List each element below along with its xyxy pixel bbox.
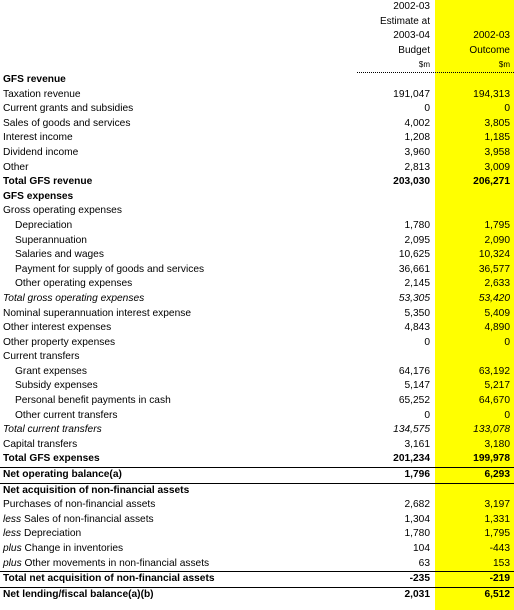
row-label: Superannuation — [15, 234, 87, 246]
table-row — [0, 307, 514, 322]
estimate-value: 1,208 — [404, 132, 430, 144]
row-label: Dividend income — [3, 146, 79, 158]
row-label — [3, 542, 123, 557]
estimate-value: 104 — [413, 543, 430, 554]
estimate-value: 36,661 — [398, 263, 430, 275]
table-row — [0, 438, 514, 453]
row-label: Total GFS expenses — [3, 453, 100, 465]
table-row — [0, 587, 514, 603]
estimate-value: 2,095 — [404, 234, 430, 246]
outcome-value: 6,293 — [484, 469, 510, 481]
row-prefix: less — [3, 528, 22, 540]
row-label: Sales of goods and services — [3, 117, 131, 129]
table-row — [0, 146, 514, 161]
table-body — [0, 73, 514, 602]
estimate-value: 5,147 — [404, 380, 430, 392]
outcome-value: 64,670 — [478, 395, 510, 407]
row-label: Taxation revenue — [3, 88, 81, 100]
estimate-value: 2,031 — [404, 588, 430, 600]
table-row — [0, 542, 514, 557]
table-row — [0, 513, 514, 528]
outcome-value: 1,185 — [484, 132, 510, 144]
header-line: Estimate at — [379, 15, 430, 27]
row-label: Depreciation — [15, 219, 73, 231]
estimate-value: 0 — [424, 409, 430, 421]
row-label: Nominal superannuation interest expense — [3, 307, 192, 319]
table-row — [0, 88, 514, 103]
row-label: Personal benefit payments in cash — [15, 395, 171, 407]
row-label: Current transfers — [3, 351, 80, 363]
outcome-value: 6,512 — [484, 588, 510, 600]
table-row — [0, 190, 514, 205]
header-line: 2002-03 — [473, 30, 510, 41]
outcome-value: 3,805 — [484, 117, 510, 129]
estimate-value: 134,575 — [393, 424, 430, 436]
outcome-value: 194,313 — [473, 88, 510, 100]
outcome-column-header — [469, 29, 510, 73]
outcome-value: 53,420 — [478, 292, 510, 304]
outcome-value: 153 — [493, 557, 510, 569]
outcome-value: 36,577 — [478, 263, 510, 275]
table-row — [0, 452, 514, 467]
row-label: Net acquisition of non-financial assets — [3, 484, 190, 496]
table-row — [0, 161, 514, 176]
table-row — [0, 365, 514, 380]
table-row — [0, 394, 514, 409]
outcome-value: 2,633 — [484, 278, 510, 290]
estimate-column-header — [380, 0, 430, 73]
outcome-value: 0 — [504, 336, 510, 348]
outcome-value: 2,090 — [484, 234, 510, 246]
table-row — [0, 263, 514, 278]
row-label: GFS expenses — [3, 190, 74, 202]
row-label-text: Other movements in non-financial assets — [24, 557, 210, 569]
table-row — [0, 234, 514, 249]
row-label: Purchases of non-financial assets — [3, 499, 156, 511]
row-label: Other property expenses — [3, 336, 116, 348]
row-label: Subsidy expenses — [15, 380, 98, 392]
outcome-value: 133,078 — [473, 424, 510, 436]
table-row — [0, 117, 514, 132]
outcome-value: 5,409 — [484, 307, 510, 319]
row-prefix: less — [3, 513, 22, 525]
estimate-value: 191,047 — [393, 88, 430, 100]
table-row — [0, 467, 514, 483]
outcome-value: 10,324 — [478, 249, 510, 261]
table-row — [0, 219, 514, 234]
outcome-value: 3,958 — [484, 146, 510, 158]
estimate-value: 1,780 — [404, 528, 430, 540]
table-row — [0, 73, 514, 88]
table-row — [0, 571, 514, 587]
row-label: Gross operating expenses — [3, 205, 122, 217]
table-row — [0, 292, 514, 307]
table-header — [0, 0, 514, 72]
estimate-value: 2,682 — [404, 499, 430, 511]
outcome-value: 3,197 — [484, 499, 510, 511]
row-label — [3, 513, 154, 528]
estimate-value: 2,813 — [404, 161, 430, 173]
outcome-value: 5,217 — [484, 380, 510, 392]
outcome-value: 1,795 — [484, 219, 510, 231]
table-row — [0, 131, 514, 146]
row-label: Total current transfers — [3, 424, 102, 436]
table-row — [0, 483, 514, 499]
outcome-value: 4,890 — [484, 322, 510, 334]
row-label-text: Depreciation — [23, 528, 82, 540]
outcome-value: 206,271 — [473, 176, 510, 188]
outcome-value: 63,192 — [478, 365, 510, 377]
row-label-text: Change in inventories — [24, 543, 124, 554]
table-row — [0, 423, 514, 438]
table-row — [0, 498, 514, 513]
table-row — [0, 557, 514, 572]
outcome-value: -443 — [489, 543, 510, 554]
outcome-value: 1,331 — [484, 513, 510, 525]
table-row — [0, 321, 514, 336]
estimate-value: 3,960 — [404, 146, 430, 158]
outcome-value: 3,180 — [484, 438, 510, 450]
estimate-value: 0 — [424, 103, 430, 115]
table-row — [0, 175, 514, 190]
table-row — [0, 102, 514, 117]
table-row — [0, 248, 514, 263]
estimate-value: 2,145 — [404, 278, 430, 290]
row-label: Salaries and wages — [15, 249, 104, 261]
table-row — [0, 336, 514, 351]
estimate-value: 10,625 — [398, 249, 430, 261]
table-row — [0, 277, 514, 292]
row-label: Capital transfers — [3, 438, 78, 450]
outcome-value: 1,795 — [484, 528, 510, 540]
row-label: Other current transfers — [15, 409, 118, 421]
estimate-value: 4,843 — [404, 322, 430, 334]
estimate-value: 64,176 — [398, 365, 430, 377]
header-line: 2003-04 — [393, 30, 430, 41]
row-label: Current grants and subsidies — [3, 103, 134, 115]
row-label: Net lending/fiscal balance(a)(b) — [3, 588, 154, 600]
outcome-value: 3,009 — [484, 161, 510, 173]
outcome-value: 0 — [504, 409, 510, 421]
header-line: Budget — [398, 44, 430, 56]
row-label: Other interest expenses — [3, 322, 112, 334]
row-label: Total gross operating expenses — [3, 292, 145, 304]
header-unit: $m — [498, 60, 510, 69]
table-row — [0, 204, 514, 219]
estimate-value: -235 — [409, 573, 430, 585]
row-label: Interest income — [3, 132, 73, 144]
estimate-value: 201,234 — [393, 453, 430, 465]
table-row — [0, 350, 514, 365]
outcome-value: 199,978 — [473, 453, 510, 465]
row-prefix: plus — [3, 557, 22, 569]
estimate-value: 53,305 — [398, 292, 430, 304]
estimate-value: 1,780 — [404, 219, 430, 231]
row-label: GFS revenue — [3, 74, 66, 85]
header-line: Outcome — [469, 44, 510, 56]
row-label — [3, 557, 209, 572]
table-row — [0, 527, 514, 542]
estimate-value: 5,350 — [404, 307, 430, 319]
outcome-value: -219 — [489, 573, 510, 585]
estimate-value: 63 — [418, 557, 430, 569]
row-prefix: plus — [3, 543, 22, 554]
estimate-value: 3,161 — [404, 438, 430, 450]
row-label: Grant expenses — [15, 365, 87, 377]
row-label: Payment for supply of goods and services — [15, 263, 205, 275]
row-label: Net operating balance(a) — [3, 469, 122, 481]
table-row — [0, 379, 514, 394]
outcome-value: 0 — [504, 103, 510, 115]
row-label: Total net acquisition of non-financial assets — [3, 573, 215, 585]
row-label: Total GFS revenue — [3, 176, 93, 188]
row-label: Other operating expenses — [15, 278, 133, 290]
table-row — [0, 409, 514, 424]
estimate-value: 4,002 — [404, 117, 430, 129]
row-label — [3, 527, 81, 542]
header-line: 2002-03 — [393, 1, 430, 12]
header-unit: $m — [418, 60, 430, 69]
estimate-value: 203,030 — [393, 176, 430, 188]
row-label-text: Sales of non-financial assets — [23, 513, 154, 525]
estimate-value: 0 — [424, 336, 430, 348]
estimate-value: 1,304 — [404, 513, 430, 525]
row-label: Other — [3, 161, 29, 173]
estimate-value: 65,252 — [398, 395, 430, 407]
estimate-value: 1,796 — [404, 469, 430, 481]
